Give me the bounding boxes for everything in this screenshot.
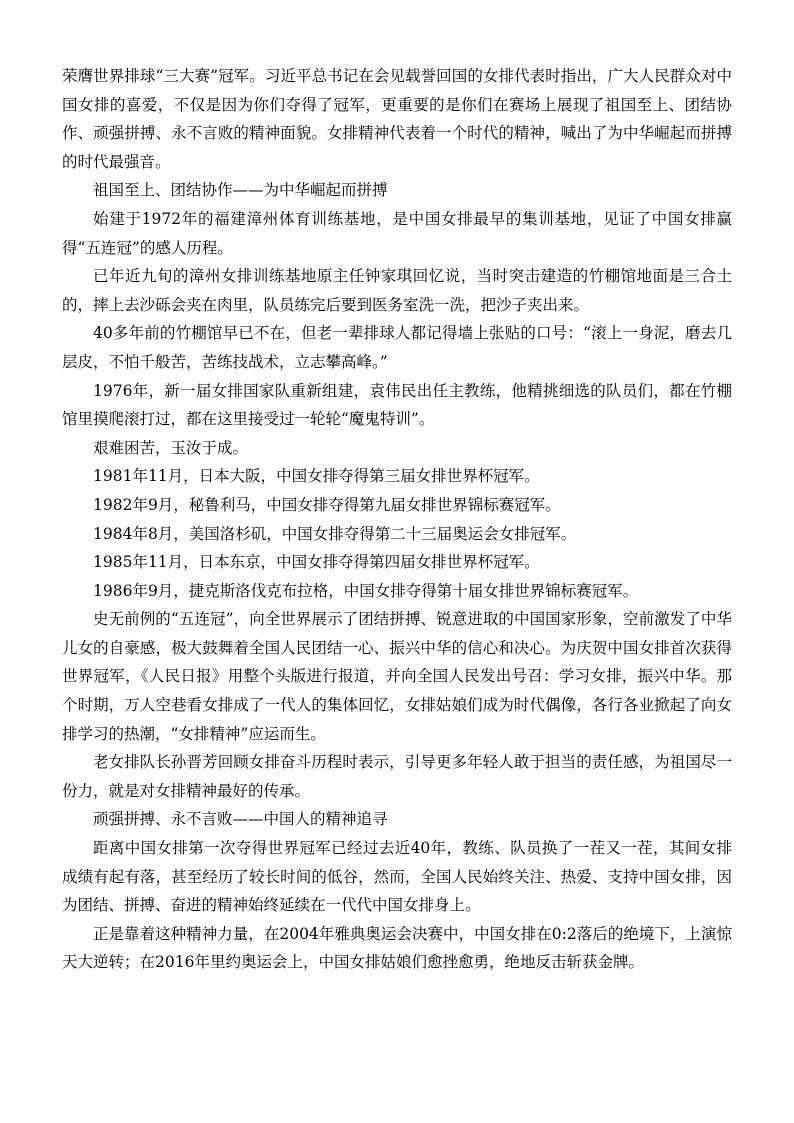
section-heading-2: 顽强拼搏、永不言败——中国人的精神追寻 — [93, 810, 388, 829]
paragraph: 史无前例的“五连冠”，向全世界展示了团结拼搏、锐意进取的中国国家形象，空前激发了中华儿女的自豪感，极大鼓舞着全国人民团结一心、振兴中华的信心和决心。为庆贺中国女排首次获得世界冠军，《人民日报》用整个头版进行报道，并向全国人民发出号召：学习女排，振兴中华。那个时期，万人空巷看女排成了一代人的集体回忆，女排姑娘们成为时代偶像，各行各业掀起了向女排学习的热潮，“女排精神”应运而生。 — [62, 610, 732, 743]
paragraph: 距离中国女排第一次夺得世界冠军已经过去近40年，教练、队员换了一茬又一茬，其间女排成绩有起有落，甚至经历了较长时间的低谷，然而，全国人民始终关注、热爱、支持中国女排，因为团结、拼搏、奋进的精神始终延续在一代代中国女排身上。 — [62, 839, 732, 915]
timeline-entry: 1986年9月，捷克斯洛伐克布拉格，中国女排夺得第十届女排世界锦标赛冠军。 — [93, 581, 639, 600]
paragraph: 40多年前的竹棚馆早已不在，但老一辈排球人都记得墙上张贴的口号：“滚上一身泥，磨去几层皮，不怕千般苦，苦练技战术，立志攀高峰。” — [62, 324, 732, 371]
paragraph: 已年近九旬的漳州女排训练基地原主任钟家琪回忆说，当时突击建造的竹棚馆地面是三合土的，摔上去沙砾会夹在肉里，队员练完后要到医务室洗一洗，把沙子夹出来。 — [62, 267, 732, 314]
paragraph: 艰难困苦，玉汝于成。 — [93, 438, 249, 457]
paragraph-intro-continuation: 荣膺世界排球“三大赛”冠军。习近平总书记在会见载誉回国的女排代表时指出，广大人民群众对中国女排的喜爱，不仅是因为你们夺得了冠军，更重要的是你们在赛场上展现了祖国至上、团结协作、顽强拼搏、永不言败的精神面貌。女排精神代表着一个时代的精神，喊出了为中华崛起而拼搏的时代最强音。 — [62, 67, 732, 171]
section-heading-1: 祖国至上、团结协作——为中华崛起而拼搏 — [93, 181, 388, 200]
document-page — [62, 62, 732, 977]
paragraph: 始建于1972年的福建漳州体育训练基地，是中国女排最早的集训基地，见证了中国女排赢得“五连冠”的感人历程。 — [62, 209, 732, 257]
paragraph: 老女排队长孙晋芳回顾女排奋斗历程时表示，引导更多年轻人敢于担当的责任感，为祖国尽一份力，就是对女排精神最好的传承。 — [62, 753, 732, 800]
paragraph: 1976年，新一届女排国家队重新组建，袁伟民出任主教练，他精挑细选的队员们，都在竹棚馆里摸爬滚打过，都在这里接受过一轮轮“魔鬼特训”。 — [62, 381, 732, 429]
paragraph: 正是靠着这种精神力量，在2004年雅典奥运会决赛中，中国女排在0:2落后的绝境下，上演惊天大逆转；在2016年里约奥运会上，中国女排姑娘们愈挫愈勇，绝地反击斩获金牌。 — [62, 924, 732, 972]
timeline-entry: 1985年11月，日本东京，中国女排夺得第四届女排世界杯冠军。 — [93, 553, 540, 572]
timeline-entry: 1982年9月，秘鲁利马，中国女排夺得第九届女排世界锦标赛冠军。 — [93, 495, 561, 514]
timeline-entry: 1984年8月，美国洛杉矶，中国女排夺得第二十三届奥运会女排冠军。 — [93, 524, 577, 543]
timeline-entry: 1981年11月，日本大阪，中国女排夺得第三届女排世界杯冠军。 — [93, 467, 540, 486]
